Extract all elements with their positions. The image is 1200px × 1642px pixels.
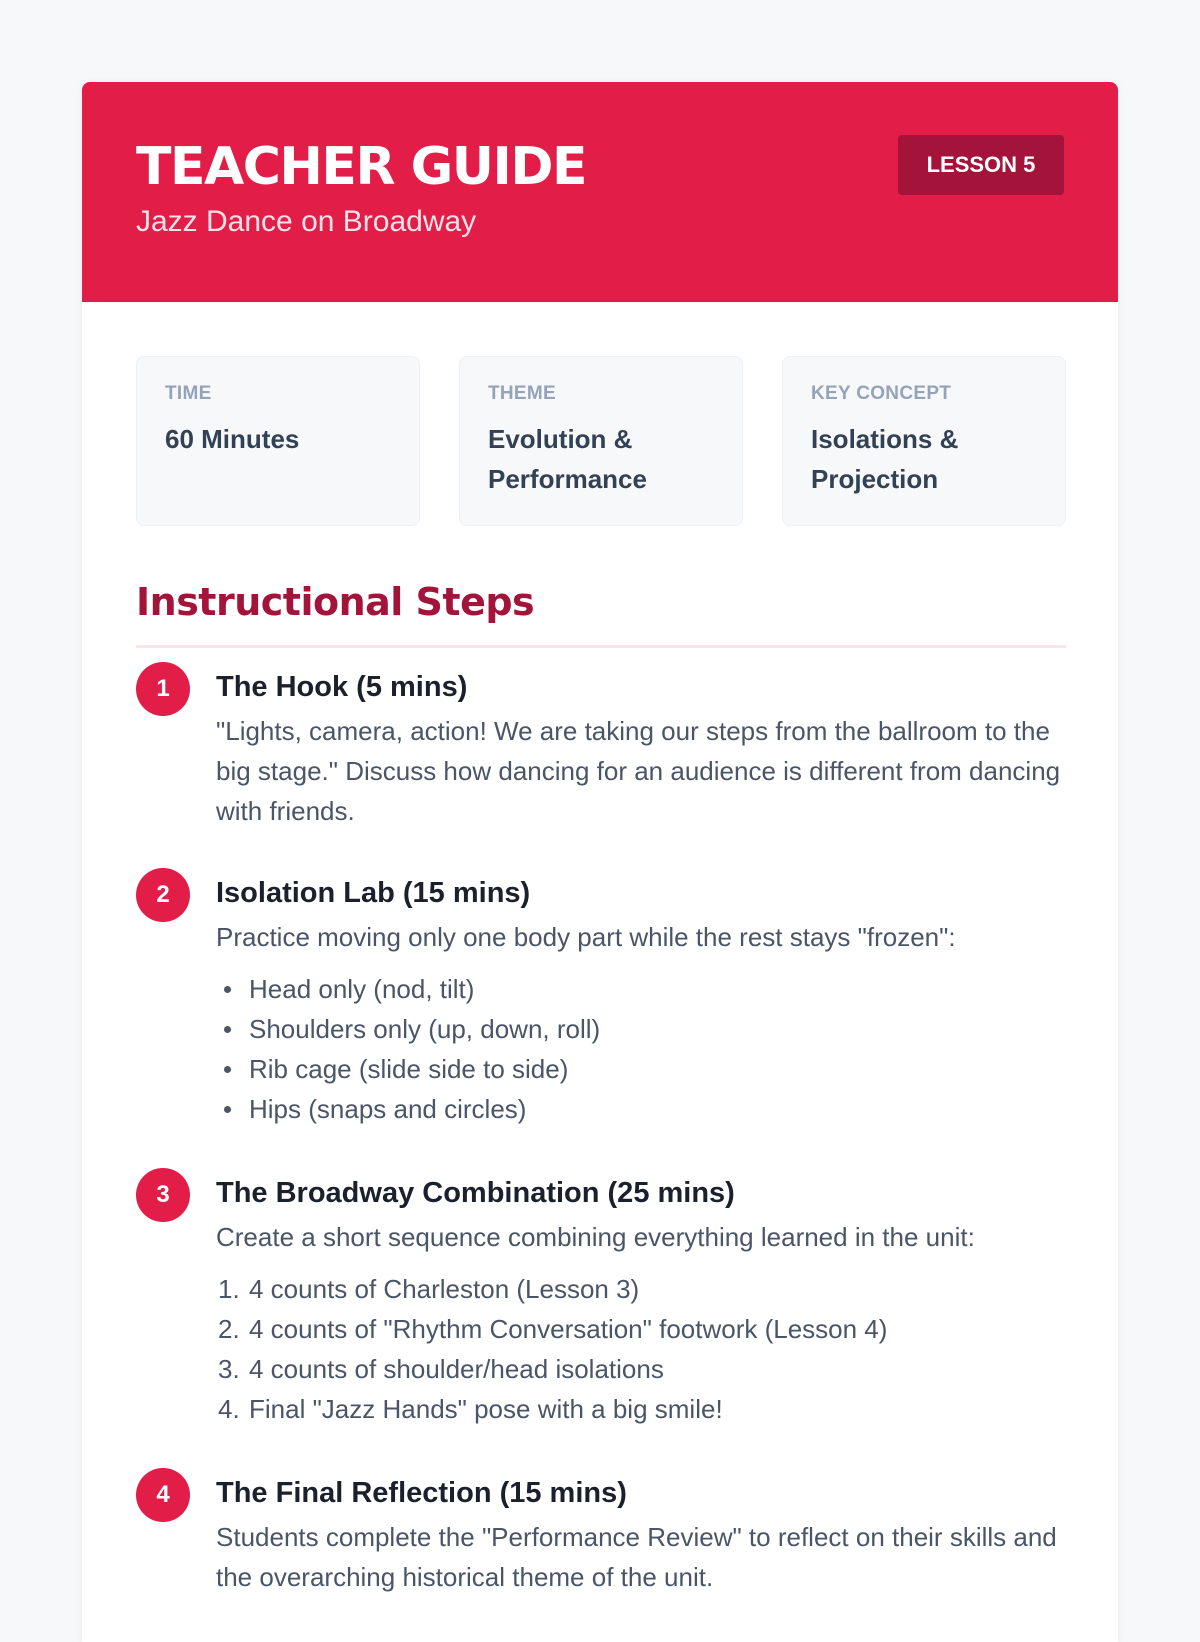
list-item-number: 3. <box>218 1354 240 1384</box>
isolation-list <box>216 969 1066 1129</box>
step-title: The Hook (5 mins) <box>216 671 468 703</box>
step-text: Students complete the "Performance Review" to reflect on their skills and the overarching historical theme of the unit. <box>216 1522 1057 1592</box>
meta-key-concept-label: KEY CONCEPT <box>811 383 952 404</box>
step-body <box>216 868 1066 1129</box>
meta-key-concept-value: Isolations & Projection <box>811 424 959 494</box>
step-title: The Final Reflection (15 mins) <box>216 1477 627 1509</box>
list-item <box>216 1309 1066 1349</box>
list-item-number: 2. <box>218 1314 240 1344</box>
lesson-badge: LESSON 5 <box>898 135 1064 195</box>
list-item-number: 1. <box>218 1274 240 1304</box>
list-item: Rib cage (slide side to side) <box>216 1049 1066 1089</box>
section-title: Instructional Steps <box>136 580 535 624</box>
step-number-badge: 4 <box>136 1468 190 1522</box>
meta-theme-label: THEME <box>488 383 556 404</box>
combination-list <box>216 1269 1066 1429</box>
meta-key-concept <box>782 356 1066 526</box>
guide-header <box>82 82 1118 302</box>
list-item-text: Final "Jazz Hands" pose with a big smile! <box>249 1394 723 1424</box>
list-item <box>216 1269 1066 1309</box>
meta-time-value: 60 Minutes <box>165 424 300 454</box>
step-number-badge: 1 <box>136 662 190 716</box>
list-item-text: 4 counts of Charleston (Lesson 3) <box>249 1274 640 1304</box>
list-item-text: 4 counts of "Rhythm Conversation" footwork (Lesson 4) <box>249 1314 888 1344</box>
teacher-guide-card <box>82 82 1118 1642</box>
meta-theme <box>459 356 743 526</box>
step-text: "Lights, camera, action! We are taking our steps from the ballroom to the big stage." Discuss how dancing for an audience is different from dancing with friends. <box>216 716 1061 826</box>
list-item-text: 4 counts of shoulder/head isolations <box>249 1354 664 1384</box>
list-item: Head only (nod, tilt) <box>216 969 1066 1009</box>
meta-time-label: TIME <box>165 383 212 404</box>
step-text: Practice moving only one body part while the rest stays "frozen": <box>216 922 956 952</box>
list-item <box>216 1349 1066 1389</box>
list-item: Shoulders only (up, down, roll) <box>216 1009 1066 1049</box>
list-item: Hips (snaps and circles) <box>216 1089 1066 1129</box>
lesson-meta <box>136 356 1066 526</box>
step-text: Create a short sequence combining everything learned in the unit: <box>216 1222 975 1252</box>
list-item <box>216 1389 1066 1429</box>
section-divider <box>136 645 1066 648</box>
meta-theme-value: Evolution & Performance <box>488 424 647 494</box>
step-title: The Broadway Combination (25 mins) <box>216 1177 735 1209</box>
meta-time <box>136 356 420 526</box>
step-body <box>216 1168 1066 1429</box>
step-body <box>216 662 1066 831</box>
page-subtitle: Jazz Dance on Broadway <box>136 205 477 238</box>
list-item-number: 4. <box>218 1394 240 1424</box>
step-number-badge: 2 <box>136 868 190 922</box>
step-number-badge: 3 <box>136 1168 190 1222</box>
page-title: TEACHER GUIDE <box>136 137 587 197</box>
step-title: Isolation Lab (15 mins) <box>216 877 531 909</box>
step-body <box>216 1468 1066 1597</box>
